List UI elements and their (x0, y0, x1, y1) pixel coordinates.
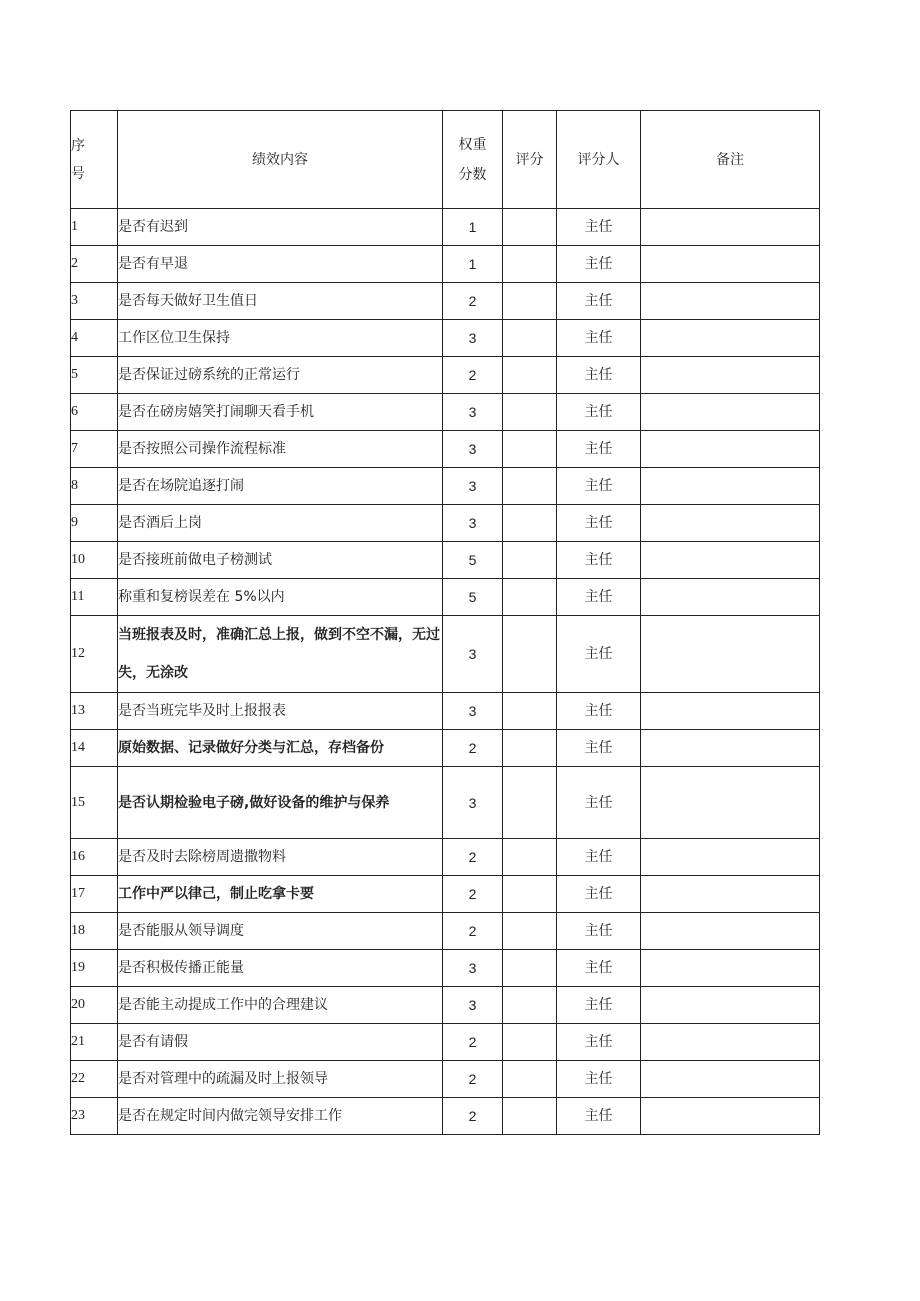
cell-weight: 2 (443, 730, 503, 767)
cell-score[interactable] (503, 468, 557, 505)
cell-no: 23 (71, 1098, 118, 1135)
cell-rater: 主任 (557, 616, 641, 693)
cell-remark[interactable] (641, 876, 820, 913)
cell-score[interactable] (503, 1098, 557, 1135)
header-weight-line1: 权重 (458, 136, 487, 153)
cell-remark[interactable] (641, 1061, 820, 1098)
table-row (71, 357, 820, 394)
cell-remark[interactable] (641, 950, 820, 987)
table-row (71, 913, 820, 950)
cell-no: 18 (71, 913, 118, 950)
cell-score[interactable] (503, 394, 557, 431)
cell-content: 是否保证过磅系统的正常运行 (118, 357, 443, 394)
cell-content: 是否在规定时间内做完领导安排工作 (118, 1098, 443, 1135)
table-row (71, 876, 820, 913)
cell-no: 12 (71, 616, 118, 693)
cell-content: 是否有迟到 (118, 209, 443, 246)
cell-content: 是否酒后上岗 (118, 505, 443, 542)
cell-remark[interactable] (641, 730, 820, 767)
cell-remark[interactable] (641, 839, 820, 876)
cell-no: 9 (71, 505, 118, 542)
cell-no: 14 (71, 730, 118, 767)
header-weight-line2: 分数 (458, 166, 487, 183)
cell-weight: 2 (443, 876, 503, 913)
cell-no: 7 (71, 431, 118, 468)
table-row (71, 394, 820, 431)
cell-content: 是否每天做好卫生值日 (118, 283, 443, 320)
cell-score[interactable] (503, 913, 557, 950)
cell-no: 17 (71, 876, 118, 913)
cell-no: 22 (71, 1061, 118, 1098)
cell-no: 3 (71, 283, 118, 320)
cell-remark[interactable] (641, 616, 820, 693)
table-row (71, 1098, 820, 1135)
cell-weight: 3 (443, 693, 503, 730)
cell-remark[interactable] (641, 693, 820, 730)
cell-content: 是否对管理中的疏漏及时上报领导 (118, 1061, 443, 1098)
table-row (71, 730, 820, 767)
table-row (71, 1024, 820, 1061)
table-row (71, 283, 820, 320)
cell-rater: 主任 (557, 730, 641, 767)
cell-remark[interactable] (641, 505, 820, 542)
cell-weight: 3 (443, 320, 503, 357)
cell-score[interactable] (503, 579, 557, 616)
cell-content: 工作区位卫生保持 (118, 320, 443, 357)
cell-rater: 主任 (557, 320, 641, 357)
cell-content: 是否认期检验电子磅,做好设备的维护与保养 (118, 767, 443, 839)
cell-weight: 2 (443, 283, 503, 320)
cell-content: 是否在磅房嬉笑打闹聊天看手机 (118, 394, 443, 431)
cell-content: 称重和复榜误差在 5%以内 (118, 579, 443, 616)
cell-content: 是否积极传播正能量 (118, 950, 443, 987)
cell-content: 是否在场院追逐打闹 (118, 468, 443, 505)
cell-weight: 1 (443, 246, 503, 283)
cell-rater: 主任 (557, 283, 641, 320)
cell-weight: 3 (443, 767, 503, 839)
cell-score[interactable] (503, 320, 557, 357)
cell-score[interactable] (503, 431, 557, 468)
cell-weight: 3 (443, 431, 503, 468)
cell-remark[interactable] (641, 431, 820, 468)
cell-rater: 主任 (557, 913, 641, 950)
cell-no: 16 (71, 839, 118, 876)
cell-no: 2 (71, 246, 118, 283)
cell-content: 是否及时去除榜周遗撒物料 (118, 839, 443, 876)
cell-weight: 2 (443, 913, 503, 950)
table-row (71, 542, 820, 579)
cell-score[interactable] (503, 1061, 557, 1098)
cell-weight: 2 (443, 1061, 503, 1098)
cell-no: 8 (71, 468, 118, 505)
table-row (71, 839, 820, 876)
cell-rater: 主任 (557, 579, 641, 616)
header-weight (443, 111, 503, 209)
header-no-line1: 序 (71, 137, 85, 154)
cell-score[interactable] (503, 950, 557, 987)
cell-score[interactable] (503, 839, 557, 876)
cell-no: 21 (71, 1024, 118, 1061)
cell-no: 4 (71, 320, 118, 357)
header-remark: 备注 (641, 111, 820, 209)
cell-rater: 主任 (557, 987, 641, 1024)
cell-rater: 主任 (557, 876, 641, 913)
cell-remark[interactable] (641, 357, 820, 394)
cell-weight: 5 (443, 542, 503, 579)
cell-rater: 主任 (557, 542, 641, 579)
cell-remark[interactable] (641, 246, 820, 283)
cell-weight: 2 (443, 1024, 503, 1061)
cell-weight: 3 (443, 468, 503, 505)
cell-score[interactable] (503, 876, 557, 913)
cell-no: 20 (71, 987, 118, 1024)
table-row (71, 468, 820, 505)
cell-score[interactable] (503, 357, 557, 394)
cell-no: 11 (71, 579, 118, 616)
table-row (71, 320, 820, 357)
header-content: 绩效内容 (118, 111, 443, 209)
cell-weight: 1 (443, 209, 503, 246)
table-row (71, 950, 820, 987)
cell-rater: 主任 (557, 431, 641, 468)
cell-remark[interactable] (641, 767, 820, 839)
table-row (71, 767, 820, 839)
cell-weight: 3 (443, 505, 503, 542)
cell-rater: 主任 (557, 394, 641, 431)
cell-no: 5 (71, 357, 118, 394)
cell-rater: 主任 (557, 1024, 641, 1061)
cell-remark[interactable] (641, 1098, 820, 1135)
cell-score[interactable] (503, 693, 557, 730)
table-row (71, 246, 820, 283)
table-row (71, 579, 820, 616)
table-row (71, 1061, 820, 1098)
cell-remark[interactable] (641, 913, 820, 950)
cell-content: 是否有请假 (118, 1024, 443, 1061)
header-row (71, 111, 820, 209)
header-rater: 评分人 (557, 111, 641, 209)
cell-score[interactable] (503, 767, 557, 839)
cell-content: 原始数据、记录做好分类与汇总，存档备份 (118, 730, 443, 767)
cell-score[interactable] (503, 209, 557, 246)
cell-content: 当班报表及时，准确汇总上报，做到不空不漏，无过失，无涂改 (118, 616, 443, 693)
header-no (71, 111, 118, 209)
cell-content: 是否按照公司操作流程标准 (118, 431, 443, 468)
table-row (71, 431, 820, 468)
cell-weight: 2 (443, 839, 503, 876)
cell-remark[interactable] (641, 209, 820, 246)
cell-rater: 主任 (557, 357, 641, 394)
cell-score[interactable] (503, 505, 557, 542)
cell-score[interactable] (503, 730, 557, 767)
cell-content: 是否接班前做电子榜测试 (118, 542, 443, 579)
cell-remark[interactable] (641, 579, 820, 616)
cell-score[interactable] (503, 987, 557, 1024)
cell-remark[interactable] (641, 542, 820, 579)
cell-content: 是否能主动提成工作中的合理建议 (118, 987, 443, 1024)
performance-table (70, 110, 820, 1135)
cell-weight: 3 (443, 950, 503, 987)
cell-content: 是否当班完毕及时上报报表 (118, 693, 443, 730)
table-row (71, 505, 820, 542)
cell-no: 19 (71, 950, 118, 987)
cell-weight: 2 (443, 357, 503, 394)
cell-score[interactable] (503, 283, 557, 320)
cell-weight: 3 (443, 616, 503, 693)
cell-no: 6 (71, 394, 118, 431)
table-row (71, 616, 820, 693)
cell-score[interactable] (503, 542, 557, 579)
cell-remark[interactable] (641, 320, 820, 357)
cell-score[interactable] (503, 246, 557, 283)
cell-content: 工作中严以律己，制止吃拿卡要 (118, 876, 443, 913)
cell-rater: 主任 (557, 839, 641, 876)
cell-rater: 主任 (557, 246, 641, 283)
cell-weight: 5 (443, 579, 503, 616)
header-no-line2: 号 (71, 165, 85, 182)
cell-remark[interactable] (641, 394, 820, 431)
cell-weight: 3 (443, 987, 503, 1024)
cell-rater: 主任 (557, 767, 641, 839)
performance-sheet (70, 110, 820, 1135)
cell-remark[interactable] (641, 1024, 820, 1061)
cell-remark[interactable] (641, 468, 820, 505)
cell-weight: 3 (443, 394, 503, 431)
cell-content: 是否能服从领导调度 (118, 913, 443, 950)
cell-rater: 主任 (557, 693, 641, 730)
cell-no: 10 (71, 542, 118, 579)
table-row (71, 209, 820, 246)
cell-no: 15 (71, 767, 118, 839)
cell-no: 13 (71, 693, 118, 730)
cell-rater: 主任 (557, 950, 641, 987)
table-row (71, 987, 820, 1024)
cell-remark[interactable] (641, 987, 820, 1024)
cell-rater: 主任 (557, 1061, 641, 1098)
cell-content: 是否有早退 (118, 246, 443, 283)
cell-weight: 2 (443, 1098, 503, 1135)
header-score: 评分 (503, 111, 557, 209)
cell-rater: 主任 (557, 1098, 641, 1135)
cell-rater: 主任 (557, 209, 641, 246)
cell-score[interactable] (503, 616, 557, 693)
cell-rater: 主任 (557, 468, 641, 505)
cell-no: 1 (71, 209, 118, 246)
cell-remark[interactable] (641, 283, 820, 320)
cell-rater: 主任 (557, 505, 641, 542)
cell-score[interactable] (503, 1024, 557, 1061)
table-row (71, 693, 820, 730)
